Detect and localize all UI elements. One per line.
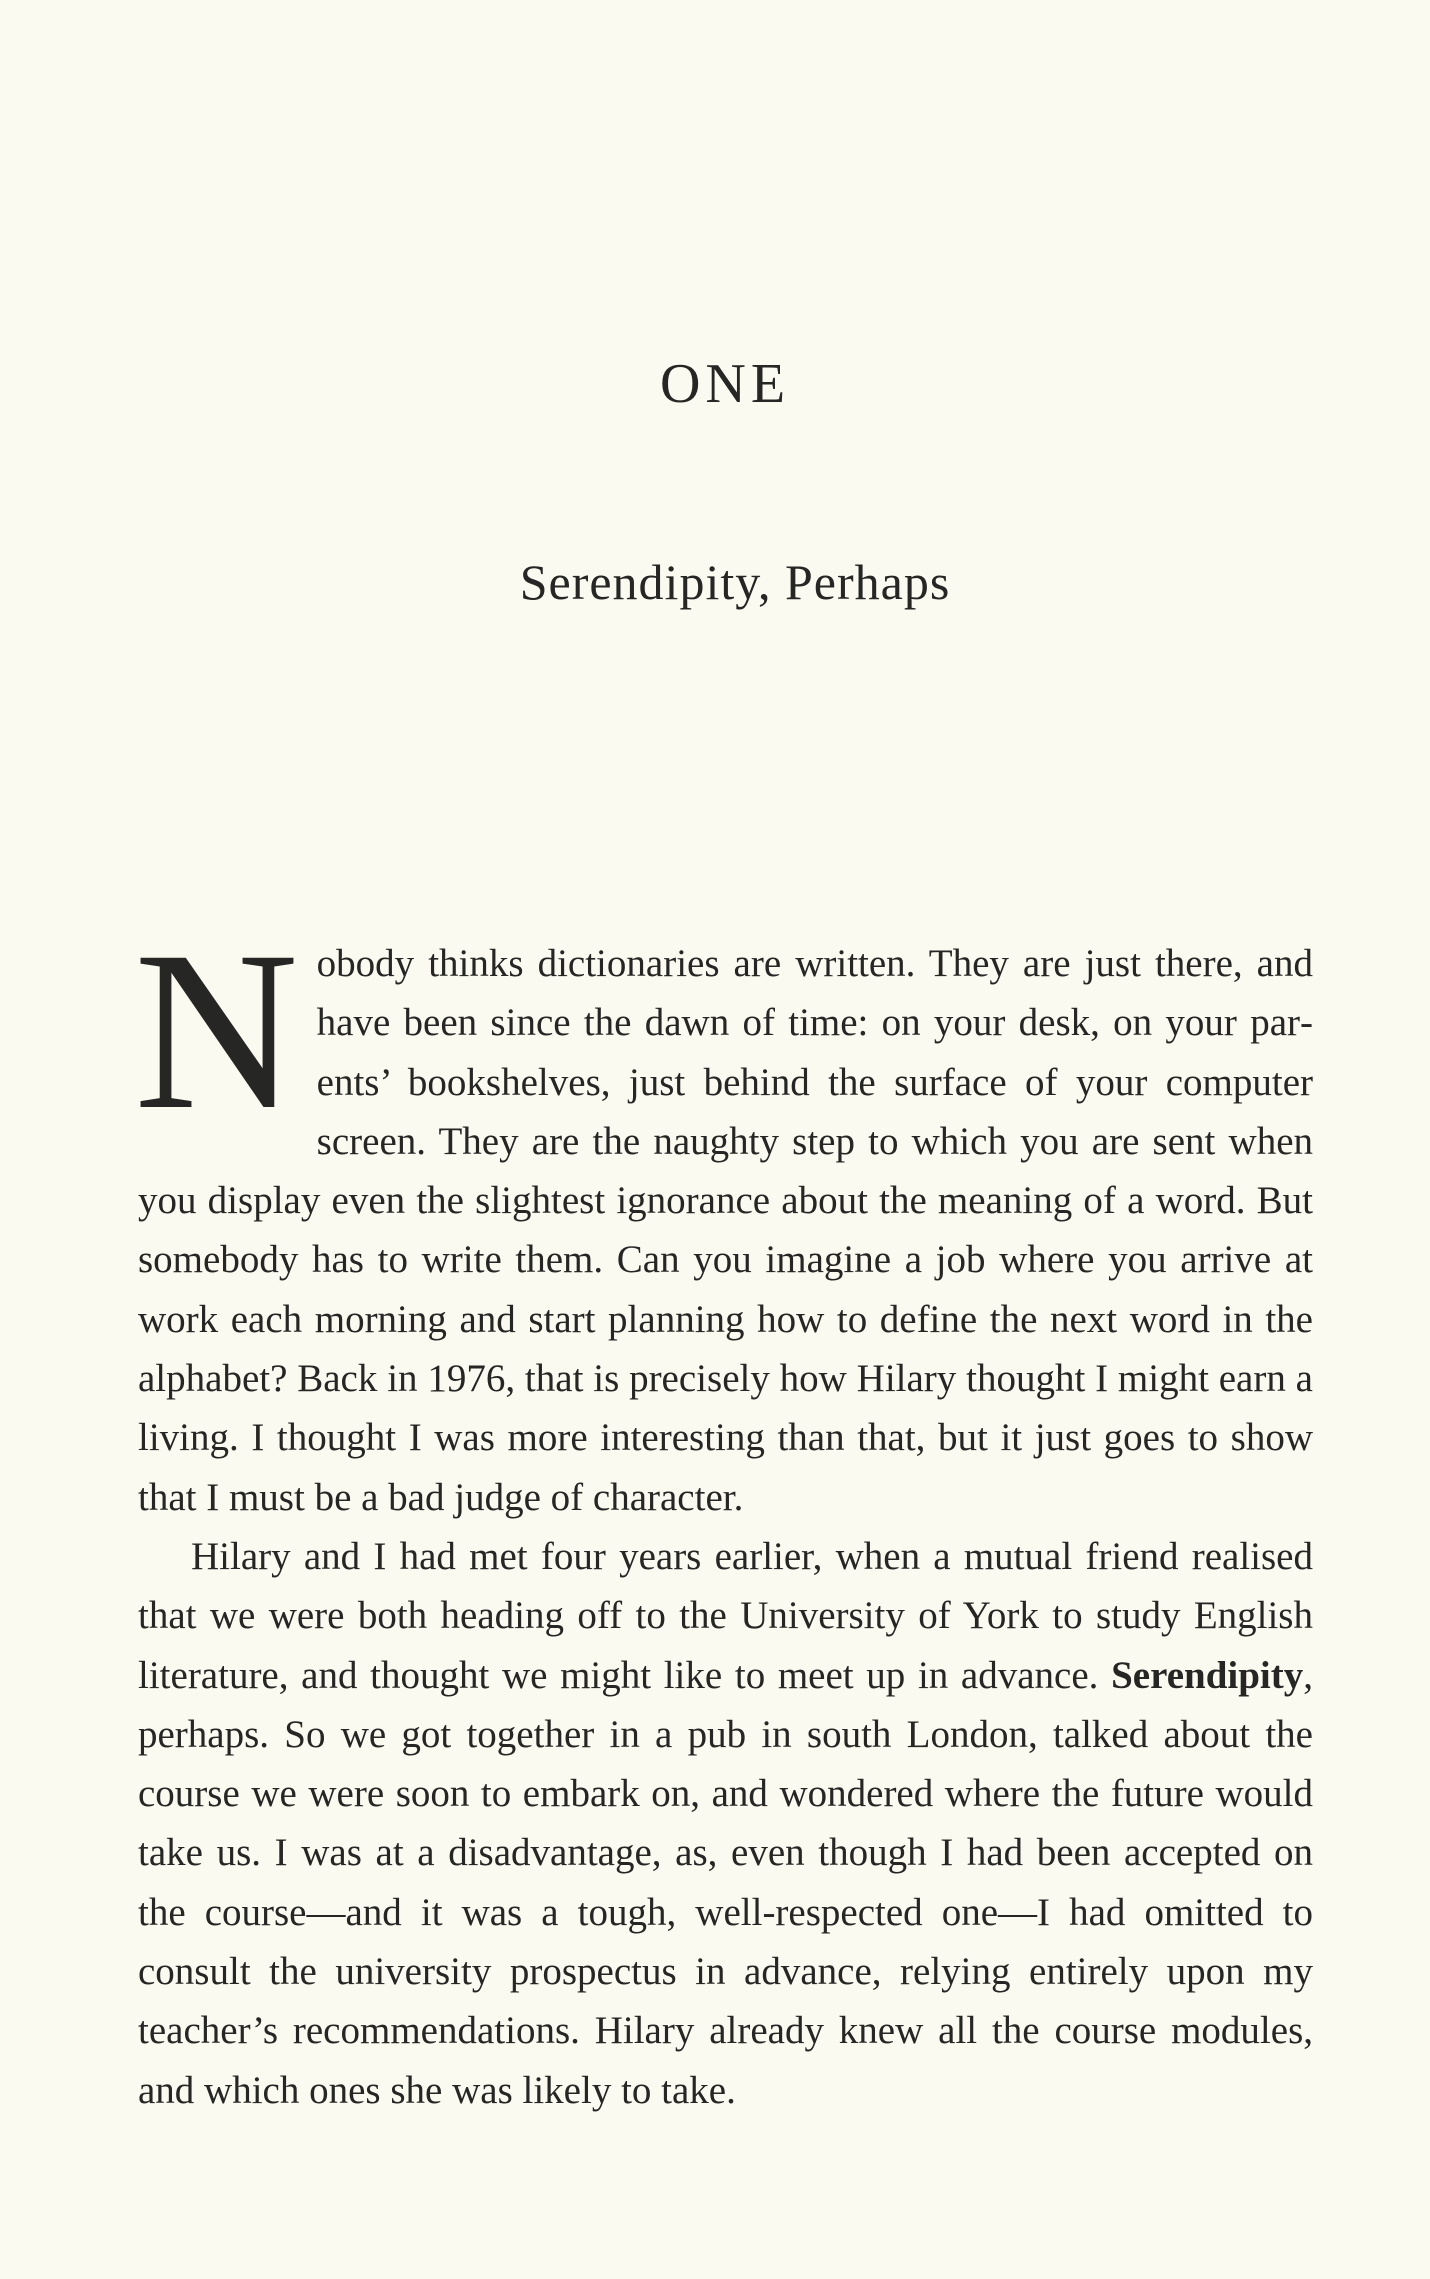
bold-term: Serendipity [1111, 1653, 1304, 1697]
chapter-number: ONE [659, 352, 791, 415]
drop-cap: N [134, 905, 299, 1157]
body-text [134, 905, 1313, 2120]
paragraph-1 [134, 905, 1313, 1527]
paragraph-1-text: obody thinks dictionaries are written. They are just there, and have been since the dawn of time: on your desk, on your parents’ bookshelves, just behind the surface of your computer screen. They are the naughty step to which you are sent when you display even the slightest ignorance about the meaning of a word. But somebody has to write them. Can you imagine a job where you arrive at work each morning and start planning how to define the next word in the alphabet? Back in 1976, that is precisely how Hilary thought I might earn a living. I thought I was more interesting than that, but it just goes to show that I must be a bad judge of character. [138, 942, 1313, 1519]
paragraph-2-text-before: Hilary and I had met four years earlier, when a mutual friend realised that we were both heading off to the University of York to study English literature, and thought we might like to meet up in advance. [138, 1534, 1313, 1697]
paragraph-2-text-after: , perhaps. So we got together in a pub in south London, talked about the course we were soon to embark on, and wondered where the future would take us. I was at a disadvantage, as, even though I had been accepted on the course—and it was a tough, well-respected one—I had omitted to consult the university prospectus in advance, relying entirely upon my teacher’s recommendations. Hilary already knew all the course modules, and which ones she was likely to take. [138, 1653, 1313, 2112]
chapter-title: Serendipity, Perhaps [519, 553, 951, 610]
paragraph-2 [138, 1527, 1313, 2120]
